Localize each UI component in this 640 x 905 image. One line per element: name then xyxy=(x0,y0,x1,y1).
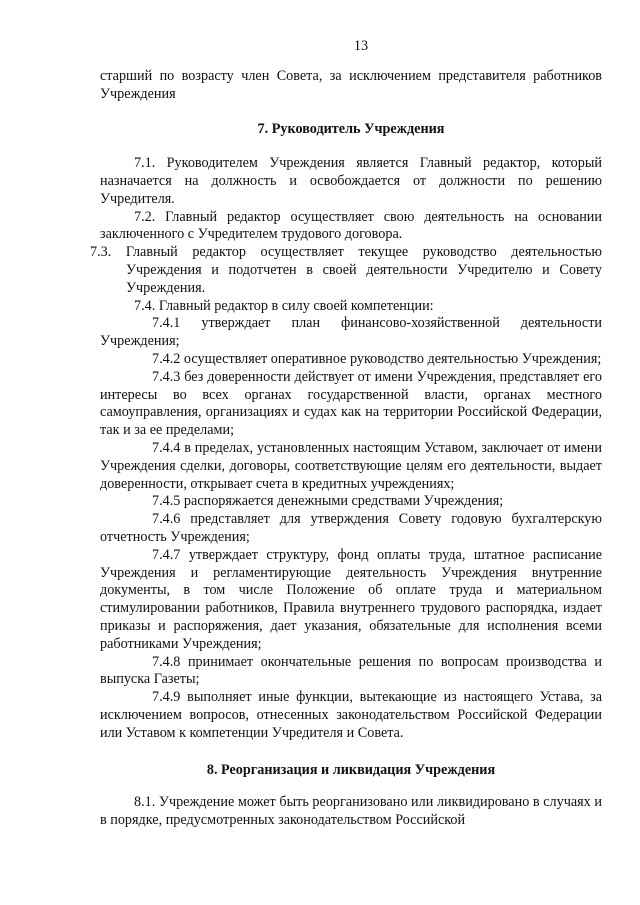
clause-7-4: 7.4. Главный редактор в силу своей компетенции: xyxy=(134,297,434,314)
clause-7-4-3: 7.4.3 без доверенности действует от имени Учреждения, представляет его интересы во всех органах государственной власти, органах местного самоуправления, организациях и судах как на территории Российской Федерации, так и за ее пределами; xyxy=(100,368,602,439)
clause-7-3-number: 7.3. xyxy=(90,244,112,261)
clause-7-4-5: 7.4.5 распоряжается денежными средствами Учреждения; xyxy=(152,493,504,510)
section-7-heading: 7. Руководитель Учреждения xyxy=(257,121,445,138)
clause-7-4-6: 7.4.6 представляет для утверждения Совету годовую бухгалтерскую отчетность Учреждения; xyxy=(100,511,602,545)
clause-7-3 xyxy=(90,244,602,297)
page-number: 13 xyxy=(353,38,369,54)
clause-7-3-text: Главный редактор осуществляет текущее руководство деятельностью Учреждения и подотчетен в своей деятельности Учредителю и Совету Учреждения. xyxy=(125,244,602,296)
clause-7-2: 7.2. Главный редактор осуществляет свою деятельность на основании заключенного с Учредителем трудового договора. xyxy=(100,208,602,243)
continuation-paragraph: старший по возрасту член Совета, за исключением представителя работников Учреждения xyxy=(100,67,602,102)
clause-7-1: 7.1. Руководителем Учреждения является Главный редактор, который назначается на должность и освобождается от должности по решению Учредителя. xyxy=(100,155,602,207)
clause-8-1: 8.1. Учреждение может быть реорганизовано или ликвидировано в случаях и в порядке, предусмотренных законодательством Российской xyxy=(100,794,602,829)
clause-7-4-7: 7.4.7 утверждает структуру, фонд оплаты труда, штатное расписание Учреждения и регламентирующие деятельность Учреждения внутренние документы, в том числе Положение об оплате труда и материальном стимулировании работников, Правила внутреннего трудового распорядка, издает приказы и распоряжения, дает указания, обязательные для исполнения всеми работниками Учреждения; xyxy=(100,546,602,652)
clause-7-4-8: 7.4.8 принимает окончательные решения по вопросам производства и выпуска Газеты; xyxy=(100,653,602,688)
clause-7-4-2: 7.4.2 осуществляет оперативное руководство деятельностью Учреждения; xyxy=(152,350,602,367)
clause-7-4-4: 7.4.4 в пределах, установленных настоящим Уставом, заключает от имени Учреждения сделки, договоры, соответствующие целям его деятельности, выдает доверенности, открывает счета в кредитных учреждениях; xyxy=(100,439,602,492)
section-8-heading: 8. Реорганизация и ликвидация Учреждения xyxy=(206,762,496,779)
clause-7-4-1: 7.4.1 утверждает план финансово-хозяйственной деятельности Учреждения; xyxy=(100,315,602,350)
clause-7-4-9: 7.4.9 выполняет иные функции, вытекающие из настоящего Устава, за исключением вопросов, отнесенных законодательством Российской Федерации или Уставом к компетенции Учредителя и Совета. xyxy=(100,689,602,741)
